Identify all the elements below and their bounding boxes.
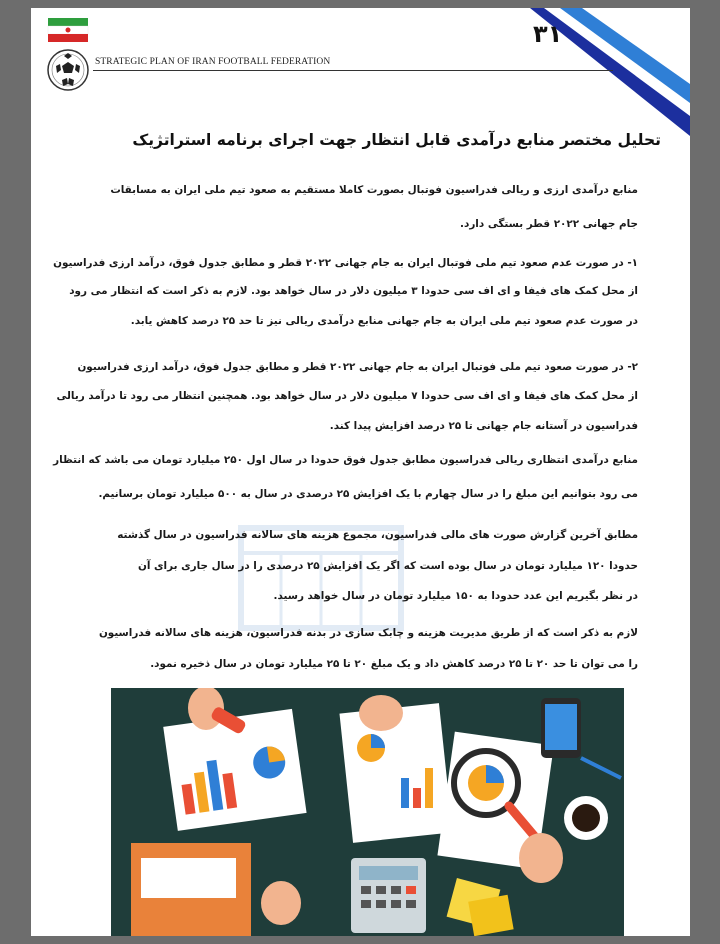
watermark-graphic [221,508,421,638]
paragraph-line: فدراسیون در آستانه جام جهانی تا ۲۵ درصد افزایش پیدا کند. [329,420,638,432]
paragraph-line: در صورت عدم صعود تیم ملی ایران به جام جهانی منابع درآمدی ریالی نیز تا حد ۲۵ درصد کاهش یابد. [130,315,638,327]
business-analysis-illustration [111,688,624,936]
paragraph-line: از محل کمک های فیفا و ای اف سی حدودا ۳ میلیون دلار در سال خواهد بود. لازم به ذکر است که انتظار می رود [69,285,638,297]
header-divider [93,70,613,71]
page-number: ۳۱ [533,20,563,48]
federation-logo-icon [43,16,93,94]
paragraph-line: حدودا ۱۲۰ میلیارد تومان در سال بوده است که اگر یک افزایش ۲۵ درصدی را در سال جاری برای آن [137,560,638,572]
paragraph-line: در نظر بگیریم این عدد حدودا به ۱۵۰ میلیارد تومان در سال خواهد رسید. [273,590,638,602]
paragraph-line: ۱- در صورت عدم صعود تیم ملی فوتبال ایران به جام جهانی ۲۰۲۲ قطر و مطابق جدول فوق، درآمد ارزی فدراسیون [53,257,638,269]
paragraph-line: را می توان تا حد ۲۰ تا ۲۵ درصد کاهش داد و یک مبلغ ۲۰ تا ۲۵ میلیارد تومان در سال ذخیره نمود. [150,658,638,670]
section-heading: تحلیل مختصر منابع درآمدی قابل انتظار جهت اجرای برنامه استراتژیک [132,131,661,149]
paragraph-line: منابع درآمدی انتظاری ریالی فدراسیون مطابق جدول فوق حدودا در سال اول ۲۵۰ میلیارد تومان می باشد که انتظار [53,454,638,466]
paragraph-line: ۲- در صورت صعود تیم ملی فوتبال ایران به جام جهانی ۲۰۲۲ قطر و مطابق جدول فوق، درآمد ارزی فدراسیون [77,361,638,373]
paragraph-line: می رود بتوانیم این مبلغ را در سال چهارم با یک افزایش ۲۵ درصدی در سال به ۵۰۰ میلیارد تومان برسانیم. [98,488,638,500]
paragraph-line: منابع درآمدی ارزی و ریالی فدراسیون فوتبال بصورت کاملا مستقیم به صعود تیم ملی ایران به مسابقات [110,184,638,196]
header-title: STRATEGIC PLAN OF IRAN FOOTBALL FEDERATION [95,57,331,67]
document-page [31,8,690,936]
paragraph-line: از محل کمک های فیفا و ای اف سی حدودا ۷ میلیون دلار در سال خواهد بود. همچنین انتظار می رود تا درآمد ریالی [56,390,638,402]
paragraph-line: لازم به ذکر است که از طریق مدیریت هزینه و چابک سازی در بدنه فدراسیون، هزینه های سالانه فدراسیون [98,627,638,639]
paragraph-line: جام جهانی ۲۰۲۲ قطر بستگی دارد. [460,218,638,230]
paragraph-line: مطابق آخرین گزارش صورت های مالی فدراسیون، مجموع هزینه های سالانه فدراسیون در سال گذشته [117,529,638,541]
